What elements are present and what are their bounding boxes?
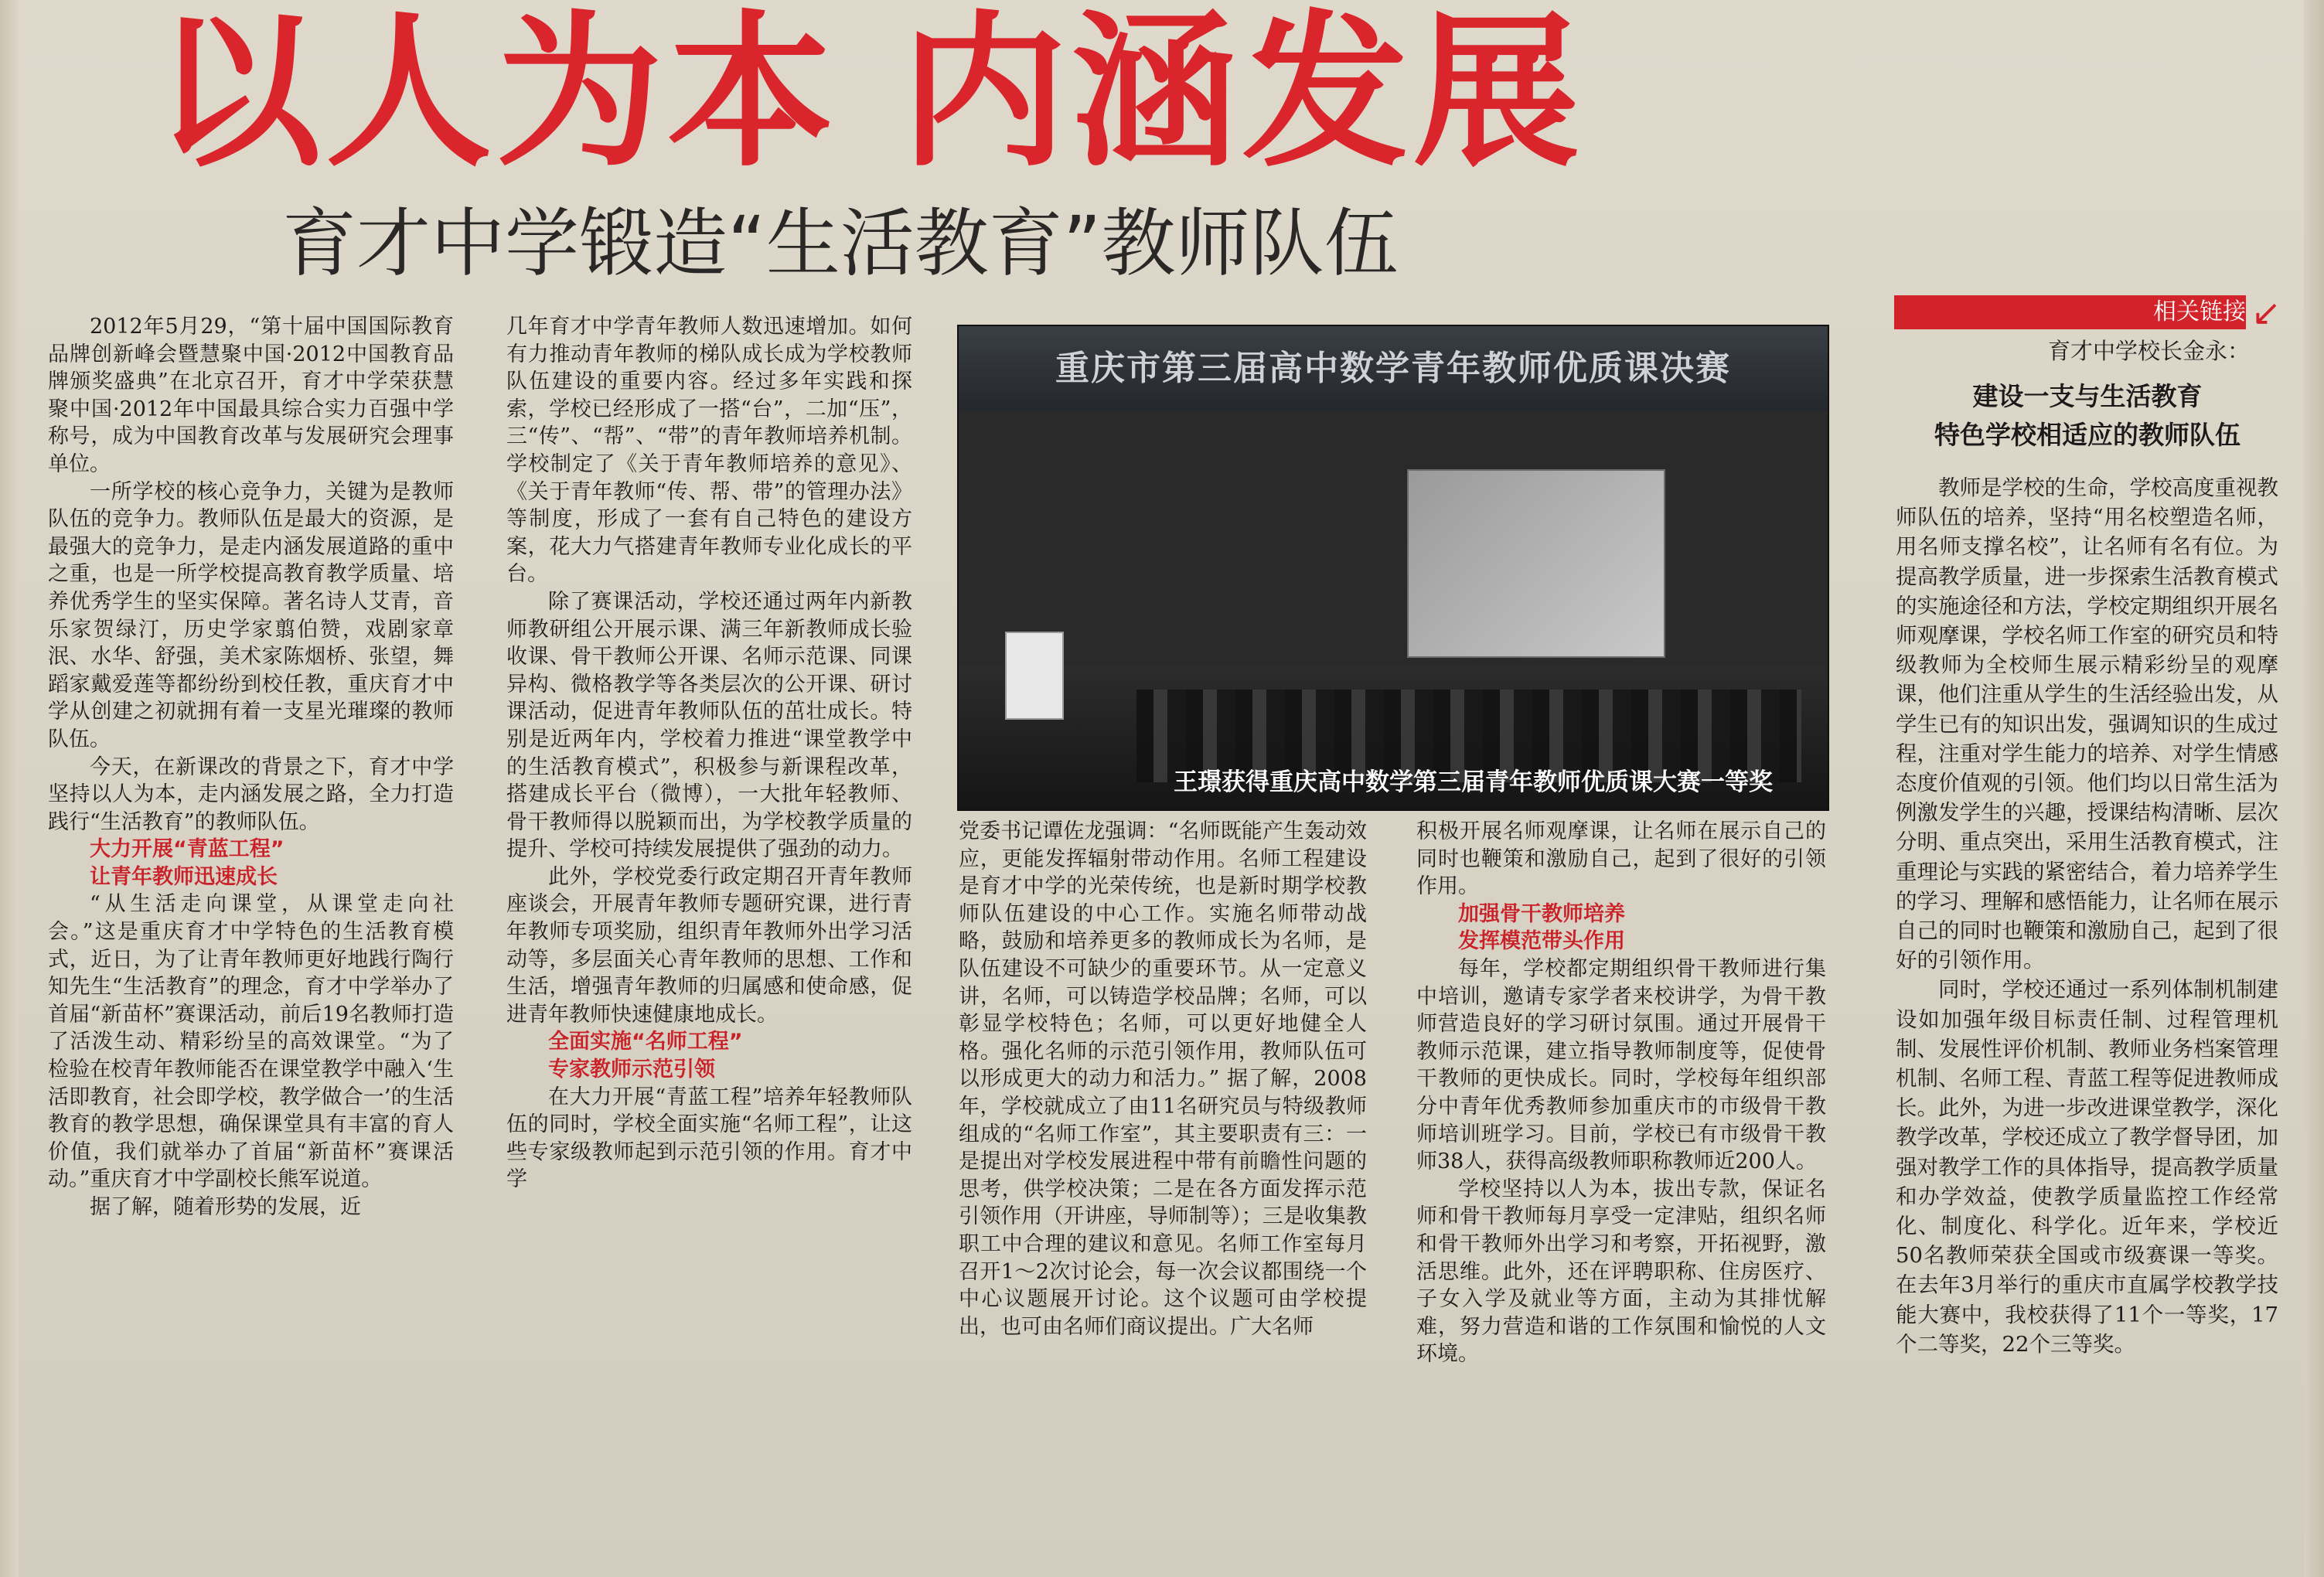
headline: 以人为本 内涵发展 [155,0,1584,189]
sidebar-title-line-1: 建设一支与生活教育 [1972,381,2203,411]
paragraph: 几年育才中学青年教师人数迅速增加。如何有力推动青年教师的梯队成长成为学校教师队伍建设的重要内容。经过多年实践和探索，学校已经形成了一搭“台”，二加“压”，三“传”、“帮”、“带”的青年教师培养机制。学校制定了《关于青年教师培养的意见》、《关于青年教师“传、帮、带”的管理办法》等制度，形成了一套有自己特色的建设方案，花大力气搭建青年教师专业化成长的平台。 [506,315,912,587]
paragraph: 在大力开展“青蓝工程”培养年轻教师队伍的同时，学校全面实施“名师工程”，让这些专家级教师起到示范引领的作用。育才中学 [506,1085,912,1192]
article-photo [957,325,1829,811]
paragraph: 党委书记谭佐龙强调：“名师既能产生轰动效应，更能发挥辐射带动作用。名师工程建设是育才中学的光荣传统，也是新时期学校教师队伍建设的中心工作。实施名师带动战略，鼓励和培养更多的教师成长为名师，是队伍建设不可缺少的重要环节。从一定意义讲，名师，可以铸造学校品牌；名师，可以彰显学校特色；名师，可以更好地健全人格。强化名师的示范引领作用，教师队伍可以形成更大的动力和活力。” 据了解，2008年，学校就成立了由11名研究员与特级教师组成的“名师工作室”，其主要职责有三：一是提出对学校发展进程中带有前瞻性问题的思考，供学校决策；二是在各方面发挥示范引领作用（开讲座，导师制等）；三是收集教职工中合理的建议和意见。名师工作室每月召开1～2次讨论会，每一次会议都围绕一个中心议题展开讨论。这个议题可由学校提出，也可由名师们商议提出。广大名师 [959,819,1367,1339]
subheadline: 育才中学锻造“生活教育”教师队伍 [282,200,1399,287]
sidebar-body [1896,473,2278,1563]
paragraph: 每年，学校都定期组织骨干教师进行集中培训，邀请专家学者来校讲学，为骨干教师营造良好的学习研讨氛围。通过开展骨干教师示范课，建立指导教师制度等，促使骨干教师的更快成长。同时，学校每年组织部分中青年优秀教师参加重庆市的市级骨干教师培训班学习。目前，学校已有市级骨干教师38人，获得高级教师职称教师近200人。 [1416,956,1826,1174]
related-links-label: 相关链接 [2153,298,2246,325]
page-edge-left [0,0,19,1577]
photo-projection-screen [1407,469,1665,658]
article-column-2 [506,313,912,1573]
corner-arrow-icon: ↙ [2251,291,2281,333]
article-column-4 [1416,818,1826,1560]
paragraph: 除了赛课活动，学校还通过两年内新教师教研组公开展示课、满三年新教师成长验收课、骨干教师公开课、名师示范课、同课异构、微格教学等各类层次的公开课、研讨课活动，促进青年教师队伍的茁壮成长。特别是近两年内，学校着力推进“课堂教学中的生活教育模式”，积极参与新课程改革，搭建成长平台（微博），一大批年轻教师、骨干教师得以脱颖而出，为学校教学质量的提升、学校可持续发展提供了强劲的动力。 [506,589,912,862]
sidebar-title [1871,377,2304,464]
paragraph: 据了解，随着形势的发展，近 [90,1195,361,1219]
photo-caption: 王璟获得重庆高中数学第三届青年教师优质课大赛一等奖 [1174,768,1773,796]
photo-flipchart [1005,632,1064,720]
article-column-3 [959,818,1367,1560]
section-subheading: 让青年教师迅速成长 [90,864,278,889]
paragraph: 教师是学校的生命，学校高度重视教师队伍的培养，坚持“用名校塑造名师，用名师支撑名校”，让名师有名有位。为提高教学质量，进一步探索生活教育模式的实施途径和方法，学校定期组织开展名师观摩课，学校名师工作室的研究员和特级教师为全校师生展示精彩纷呈的观摩课，他们注重从学生的生活经验出发，从学生已有的知识出发，强调知识的生成过程，注重对学生能力的培养、对学生情感态度价值观的引领。他们均以日常生活为例激发学生的兴趣，授课结构清晰、层次分明、重点突出，采用生活教育模式，注重理论与实践的紧密结合，着力培养学生的学习、理解和感悟能力，让名师在展示自己的同时也鞭策和激励自己，起到了很好的引领作用。 [1896,475,2278,973]
paragraph: 同时，学校还通过一系列体制机制建设如加强年级目标责任制、过程管理机制、发展性评价机制、教师业务档案管理机制、名师工程、青蓝工程等促进教师成长。此外，为进一步改进课堂教学，深化教学改革，学校还成立了教学督导团，加强对教学工作的具体指导，提高教学质量和办学效益，使教学质量监控工作经常化、制度化、科学化。近年来，学校近50名教师荣获全国或市级赛课一等奖。在去年3月举行的重庆市直属学校教学技能大赛中，我校获得了11个一等奖，17个二等奖，22个三等奖。 [1896,977,2278,1357]
page-edge-right [2304,0,2324,1577]
paragraph: 学校坚持以人为本，拔出专款，保证名师和骨干教师每月享受一定津贴，组织名师和骨干教师外出学习和考察，开拓视野，激活思维。此外，还在评聘职称、住房医疗、子女入学及就业等方面，主动为其排忧解难，努力营造和谐的工作氛围和愉悦的人文环境。 [1416,1177,1826,1367]
paragraph: 积极开展名师观摩课，让名师在展示自己的同时也鞭策和激励自己，起到了很好的引领作用。 [1416,819,1826,899]
section-subheading: 大力开展“青蓝工程” [90,837,285,862]
paragraph: 今天，在新课改的背景之下，育才中学坚持以人为本，走内涵发展之路，全力打造践行“生活教育”的教师队伍。 [48,754,454,834]
section-subheading: 加强骨干教师培养 [1458,901,1625,926]
paragraph: 一所学校的核心竞争力，关键为是教师队伍的竞争力。教师队伍是最大的资源，是最强大的竞争力，是走内涵发展道路的重中之重，也是一所学校提高教育教学质量、培养优秀学生的坚实保障。著名诗人艾青，音乐家贺绿汀，历史学家翦伯赞，戏剧家章泯、水华、舒强，美术家陈烟桥、张望，舞蹈家戴爱莲等都纷纷到校任教，重庆育才中学从创建之初就拥有着一支星光璀璨的教师队伍。 [48,479,454,751]
photo-banner: 重庆市第三届高中数学青年教师优质课决赛 [959,326,1828,411]
section-subheading: 全面实施“名师工程” [548,1030,743,1054]
paragraph: 2012年5月29，“第十届中国国际教育品牌创新峰会暨慧聚中国·2012中国教育品牌颁奖盛典”在北京召开，育才中学荣获慧聚中国·2012年中国最具综合实力百强中学称号，成为中国教育改革与发展研究会理事单位。 [48,315,454,476]
sidebar-person: 育才中学校长金永： [2047,338,2250,364]
article-column-1 [48,313,454,1573]
paragraph: 此外，学校党委行政定期召开青年教师座谈会，开展青年教师专题研究课，进行青年教师专项奖励，组织青年教师外出学习活动等，多层面关心青年教师的思想、工作和生活，增强青年教师的归属感和使命感，促进青年教师快速健康地成长。 [506,864,912,1027]
paragraph: “从生活走向课堂，从课堂走向社会。”这是重庆育才中学特色的生活教育模式，近日，为了让青年教师更好地践行陶行知先生“生活教育”的理念，育才中学举办了首届“新苗杯”赛课活动，前后19名教师打造了活泼生动、精彩纷呈的高效课堂。“为了检验在校青年教师能否在课堂教学中融入‘生活即教育，社会即学校，教学做合一’的生活教育的教学思想，确保课堂具有丰富的育人价值，我们就举办了首届“新苗杯”赛课活动。”重庆育才中学副校长熊军说道。 [48,892,454,1192]
section-subheading: 发挥模范带头作用 [1458,929,1625,954]
section-subheading: 专家教师示范引领 [548,1058,715,1082]
sidebar-title-line-2: 特色学校相适应的教师队伍 [1934,420,2241,450]
